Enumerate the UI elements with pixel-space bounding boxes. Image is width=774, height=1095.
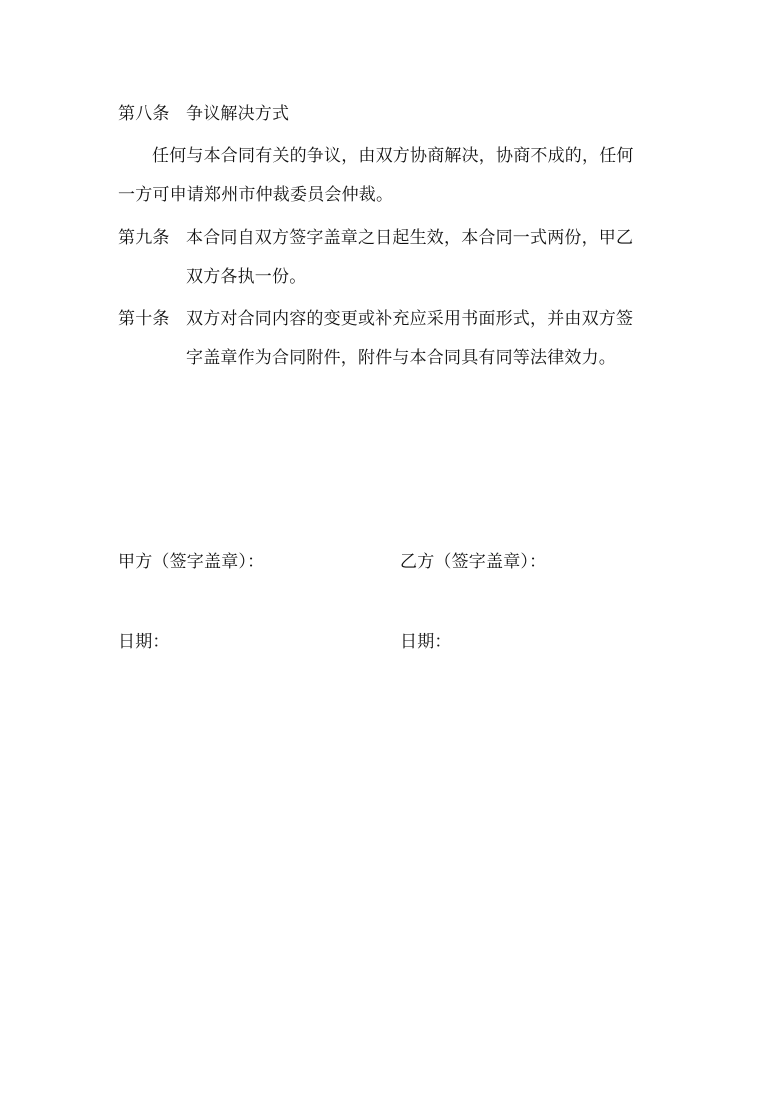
- party-a-signature-label: 甲方（签字盖章）：: [118, 552, 265, 572]
- article-8-label: 第八条: [118, 104, 170, 124]
- article-10-line-2: 字盖章作为合同附件，附件与本合同具有同等法律效力。: [186, 348, 616, 368]
- article-9-line-2: 双方各执一份。: [186, 267, 307, 287]
- article-9-label: 第九条: [118, 228, 170, 248]
- article-10-text-1: 双方对合同内容的变更或补充应采用书面形式，并由双方签: [186, 309, 634, 329]
- article-8-title: 争议解决方式: [186, 104, 290, 124]
- party-b-date-label: 日期：: [400, 632, 452, 652]
- article-8-body-line-1: 任何与本合同有关的争议，由双方协商解决，协商不成的，任何: [152, 146, 634, 166]
- article-8-heading: [118, 104, 289, 124]
- article-10-label: 第十条: [118, 309, 170, 329]
- article-8-body-line-2: 一方可申请郑州市仲裁委员会仲裁。: [118, 185, 394, 205]
- article-9-line-1: [118, 228, 633, 248]
- party-a-date-label: 日期：: [118, 632, 170, 652]
- article-9-text-1: 本合同自双方签字盖章之日起生效，本合同一式两份，甲乙: [186, 228, 634, 248]
- party-b-signature-label: 乙方（签字盖章）：: [400, 552, 547, 572]
- article-10-line-1: [118, 309, 633, 329]
